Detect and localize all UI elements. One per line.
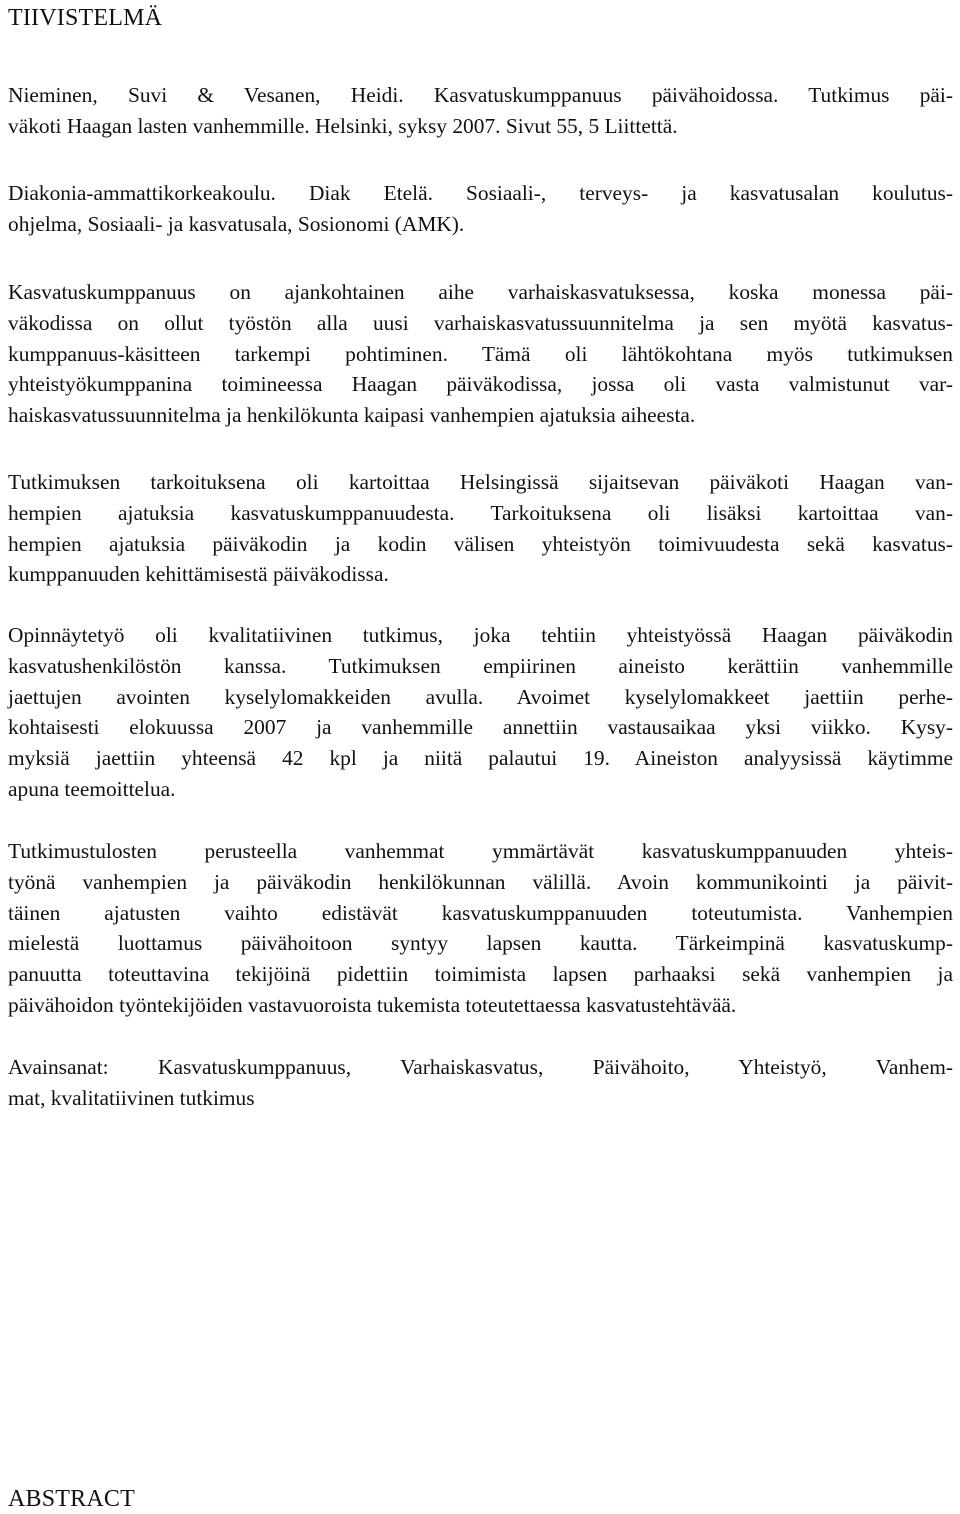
text-line: väkodissa on ollut työstön alla uusi varhaiskasvatussuunnitelma ja sen myötä kasvatus- <box>8 310 953 335</box>
paragraph <box>8 80 953 142</box>
paragraph <box>8 467 953 590</box>
paragraph <box>8 836 953 1021</box>
text-line: Opinnäytetyö oli kvalitatiivinen tutkimus, joka tehtiin yhteistyössä Haagan päiväkodin <box>8 623 953 647</box>
next-section-heading: ABSTRACT <box>8 1486 135 1512</box>
text-line: myksiä jaettiin yhteensä 42 kpl ja niitä palautui 19. Aineiston analyysissä käytimme <box>8 746 953 771</box>
text-line: kumppanuuden kehittämisestä päiväkodissa. <box>8 562 389 587</box>
text-line: kohtaisesti elokuussa 2007 ja vanhemmille annettiin vastausaikaa yksi viikko. Kysy- <box>8 715 953 740</box>
text-line: Avainsanat: Kasvatuskumppanuus, Varhaiskasvatus, Päivähoito, Yhteistyö, Vanhem- <box>8 1055 953 1079</box>
text-line: mat, kvalitatiivinen tutkimus <box>8 1085 255 1110</box>
text-line: hempien ajatuksia kasvatuskumppanuudesta. Tarkoituksena oli lisäksi kartoittaa van- <box>8 500 953 525</box>
text-line: ohjelma, Sosiaali- ja kasvatusala, Sosionomi (AMK). <box>8 211 465 236</box>
text-line: Kasvatuskumppanuus on ajankohtainen aihe varhaiskasvatuksessa, koska monessa päi- <box>8 280 953 304</box>
paragraph <box>8 277 953 431</box>
text-line: kumppanuus-käsitteen tarkempi pohtiminen. Tämä oli lähtökohtana myös tutkimuksen <box>8 341 953 366</box>
text-line: yhteistyökumppanina toimineessa Haagan päiväkodissa, jossa oli vasta valmistunut var- <box>8 372 953 397</box>
text-line: Nieminen, Suvi & Vesanen, Heidi. Kasvatuskumppanuus päivähoidossa. Tutkimus päi- <box>8 83 953 107</box>
text-line: Tutkimuksen tarkoituksena oli kartoittaa Helsingissä sijaitsevan päiväkoti Haagan van- <box>8 470 953 494</box>
text-line: väkoti Haagan lasten vanhemmille. Helsinki, syksy 2007. Sivut 55, 5 Liittettä. <box>8 113 678 138</box>
text-line: apuna teemoittelua. <box>8 776 176 801</box>
text-line: haiskasvatussuunnitelma ja henkilökunta kaipasi vanhempien ajatuksia aiheesta. <box>8 403 696 428</box>
text-line: täinen ajatusten vaihto edistävät kasvatuskumppanuuden toteutumista. Vanhempien <box>8 900 953 925</box>
text-line: kasvatushenkilöstön kanssa. Tutkimuksen empiirinen aineisto kerättiin vanhemmille <box>8 653 953 678</box>
text-line: päivähoidon työntekijöiden vastavuoroista tukemista toteutettaessa kasvatustehtävää. <box>8 992 737 1017</box>
paragraph <box>8 1052 953 1114</box>
text-line: työnä vanhempien ja päiväkodin henkilökunnan välillä. Avoin kommunikointi ja päivit- <box>8 869 953 894</box>
text-line: panuutta toteuttavina tekijöinä pidettiin toimimista lapsen parhaaksi sekä vanhempien ja <box>8 962 953 987</box>
page-title: TIIVISTELMÄ <box>8 5 163 31</box>
text-line: Tutkimustulosten perusteella vanhemmat ymmärtävät kasvatuskumppanuuden yhteis- <box>8 839 953 863</box>
text-line: mielestä luottamus päivähoitoon syntyy lapsen kautta. Tärkeimpinä kasvatuskump- <box>8 931 953 956</box>
paragraph <box>8 178 953 240</box>
text-line: Diakonia-ammattikorkeakoulu. Diak Etelä. Sosiaali-, terveys- ja kasvatusalan koulutus- <box>8 181 953 205</box>
paragraph <box>8 620 953 805</box>
text-line: hempien ajatuksia päiväkodin ja kodin välisen yhteistyön toimivuudesta sekä kasvatus- <box>8 531 953 556</box>
text-line: jaettujen avointen kyselylomakkeiden avulla. Avoimet kyselylomakkeet jaettiin perhe- <box>8 684 953 709</box>
